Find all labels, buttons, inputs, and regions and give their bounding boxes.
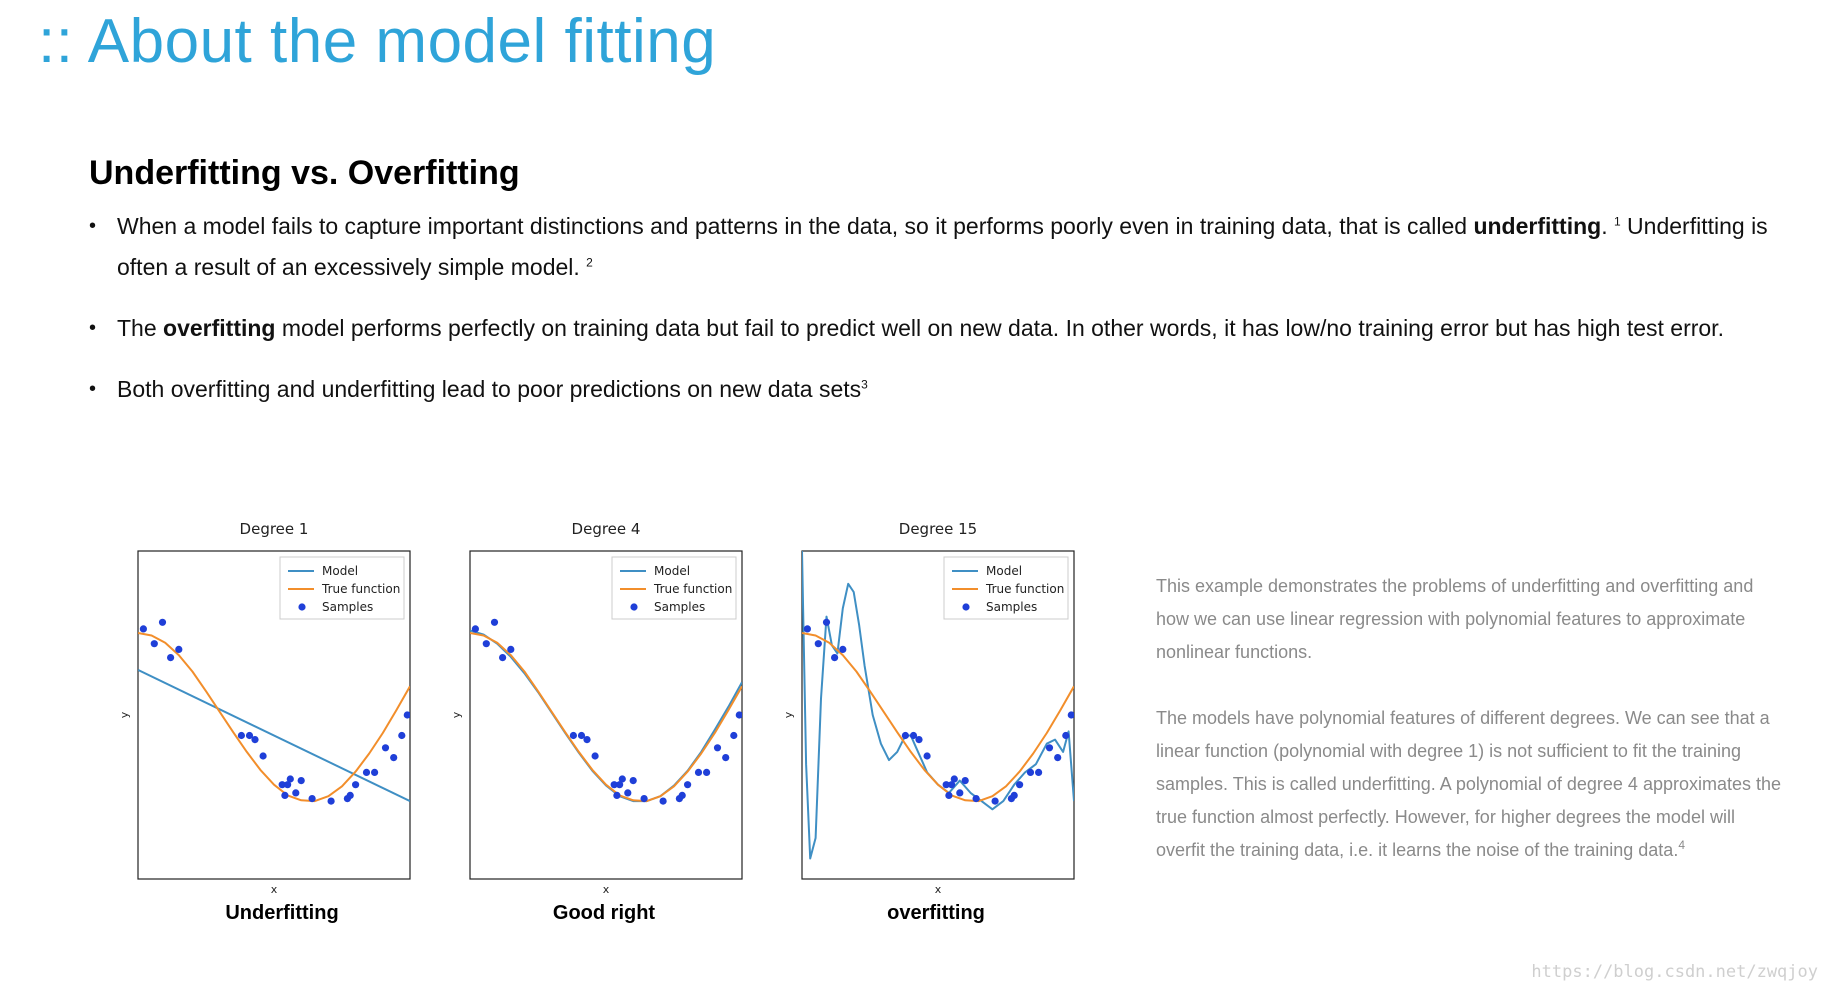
- sample-point: [491, 619, 498, 626]
- sample-point: [945, 792, 952, 799]
- explanation-paragraph-2: [1156, 702, 1786, 867]
- legend-label: Model: [322, 564, 359, 578]
- bullet-text: model performs perfectly on training data but fail to predict well on new data. In other words, it has low/no training error but has high test error.: [275, 315, 1724, 341]
- footnote-marker: 3: [861, 377, 868, 392]
- sample-point: [1011, 792, 1018, 799]
- chart-title: Degree 4: [571, 520, 641, 538]
- legend-label: Samples: [986, 600, 1038, 614]
- sample-point: [298, 777, 305, 784]
- caption-overfitting: overfitting: [887, 902, 985, 924]
- sample-point: [730, 732, 737, 739]
- sample-point: [292, 789, 299, 796]
- sample-point: [390, 754, 397, 761]
- sample-point: [973, 795, 980, 802]
- sample-point: [483, 640, 490, 647]
- sample-point: [1027, 769, 1034, 776]
- bullet-list: [89, 206, 1769, 430]
- sample-point: [714, 744, 721, 751]
- sample-point: [1046, 744, 1053, 751]
- sample-point: [1035, 769, 1042, 776]
- sample-point: [619, 775, 626, 782]
- x-axis-label: x: [934, 883, 942, 896]
- sample-point: [1062, 732, 1069, 739]
- sample-point: [281, 792, 288, 799]
- sample-point: [951, 775, 958, 782]
- sample-point: [1068, 711, 1075, 718]
- legend-label: True function: [986, 582, 1065, 596]
- bullet-underfitting: [89, 206, 1769, 288]
- bullet-text: The: [117, 315, 164, 341]
- legend-label: Samples: [322, 600, 374, 614]
- sample-point: [815, 640, 822, 647]
- legend-label: True function: [322, 582, 401, 596]
- sample-point: [398, 732, 405, 739]
- bold-term: overfitting: [163, 315, 276, 341]
- footnote-marker: 1: [1613, 214, 1621, 229]
- plot-degree-1: [110, 505, 410, 925]
- sample-point: [1054, 754, 1061, 761]
- sample-point: [583, 736, 590, 743]
- legend-marker-samples: [962, 603, 969, 610]
- chart-title: Degree 1: [239, 520, 309, 538]
- caption-underfitting: Underfitting: [225, 902, 339, 924]
- sample-point: [363, 769, 370, 776]
- sample-point: [839, 646, 846, 653]
- bullet-text: When a model fails to capture important distinctions and patterns in the data, so it performs poorly even in training data, that is called: [117, 213, 1474, 239]
- sample-point: [924, 752, 931, 759]
- sample-point: [371, 769, 378, 776]
- sample-point: [140, 625, 147, 632]
- section-heading: Underfitting vs. Overfitting: [89, 154, 520, 192]
- sample-point: [472, 625, 479, 632]
- bullet-text: .: [1601, 213, 1614, 239]
- explanation-text: [1156, 570, 1786, 900]
- sample-point: [679, 792, 686, 799]
- explanation-paragraph-2-text: The models have polynomial features of different degrees. We can see that a linear function (polynomial with degree 1) is not sufficient to fit the training samples. This is called underfitting. A polynomial of degree 4 approximates the true function almost perfectly. However, for higher degrees the model will overfit the training data, i.e. it learns the noise of the training data.: [1156, 708, 1782, 860]
- sample-point: [309, 795, 316, 802]
- sample-point: [660, 798, 667, 805]
- footnote-marker: 2: [586, 255, 593, 270]
- sample-point: [684, 781, 691, 788]
- legend-label: True function: [654, 582, 733, 596]
- bullet-text: Both overfitting and underfitting lead to poor predictions on new data sets: [117, 376, 862, 402]
- sample-point: [238, 732, 245, 739]
- sample-point: [703, 769, 710, 776]
- sample-point: [507, 646, 514, 653]
- bullet-poor-predictions: [89, 369, 1769, 410]
- sample-point: [630, 777, 637, 784]
- page-title: :: About the model fitting: [38, 7, 717, 76]
- caption-good-right: Good right: [552, 902, 656, 924]
- x-axis-label: x: [270, 883, 278, 896]
- sample-point: [347, 792, 354, 799]
- sample-point: [251, 736, 258, 743]
- sample-point: [823, 619, 830, 626]
- chart-title: Degree 15: [898, 520, 978, 538]
- x-axis-label: x: [602, 883, 610, 896]
- chart-degree-15: [774, 505, 1074, 925]
- sample-point: [151, 640, 158, 647]
- sample-point: [167, 654, 174, 661]
- legend-label: Model: [986, 564, 1023, 578]
- y-axis-label: y: [450, 711, 463, 719]
- watermark: https://blog.csdn.net/zwqjoy: [1531, 962, 1818, 982]
- legend-label: Model: [654, 564, 691, 578]
- sample-point: [592, 752, 599, 759]
- sample-point: [1016, 781, 1023, 788]
- explanation-paragraph-1: This example demonstrates the problems of underfitting and overfitting and how we can use linear regression with polynomial features to approximate nonlinear functions.: [1156, 576, 1754, 662]
- sample-point: [915, 736, 922, 743]
- legend-marker-samples: [298, 603, 305, 610]
- chart-degree-4: [442, 505, 742, 925]
- sample-point: [328, 798, 335, 805]
- sample-point: [804, 625, 811, 632]
- bullet-overfitting: [89, 308, 1769, 349]
- bullet-text: Underfitting is often a result of an excessively simple model.: [117, 213, 1768, 280]
- sample-point: [902, 732, 909, 739]
- plot-degree-15: [774, 505, 1074, 925]
- sample-point: [695, 769, 702, 776]
- sample-point: [962, 777, 969, 784]
- sample-point: [499, 654, 506, 661]
- footnote-marker: 4: [1678, 838, 1686, 852]
- sample-point: [992, 798, 999, 805]
- sample-point: [722, 754, 729, 761]
- y-axis-label: y: [782, 711, 795, 719]
- sample-point: [613, 792, 620, 799]
- plot-degree-4: [442, 505, 742, 925]
- sample-point: [175, 646, 182, 653]
- sample-point: [382, 744, 389, 751]
- sample-point: [159, 619, 166, 626]
- sample-point: [570, 732, 577, 739]
- sample-point: [736, 711, 743, 718]
- sample-point: [404, 711, 411, 718]
- y-axis-label: y: [118, 711, 131, 719]
- sample-point: [352, 781, 359, 788]
- sample-point: [624, 789, 631, 796]
- sample-point: [287, 775, 294, 782]
- sample-point: [260, 752, 267, 759]
- legend-marker-samples: [630, 603, 637, 610]
- sample-point: [641, 795, 648, 802]
- bold-term: underfitting: [1473, 213, 1602, 239]
- sample-point: [831, 654, 838, 661]
- legend-label: Samples: [654, 600, 706, 614]
- sample-point: [956, 789, 963, 796]
- chart-degree-1: [110, 505, 410, 925]
